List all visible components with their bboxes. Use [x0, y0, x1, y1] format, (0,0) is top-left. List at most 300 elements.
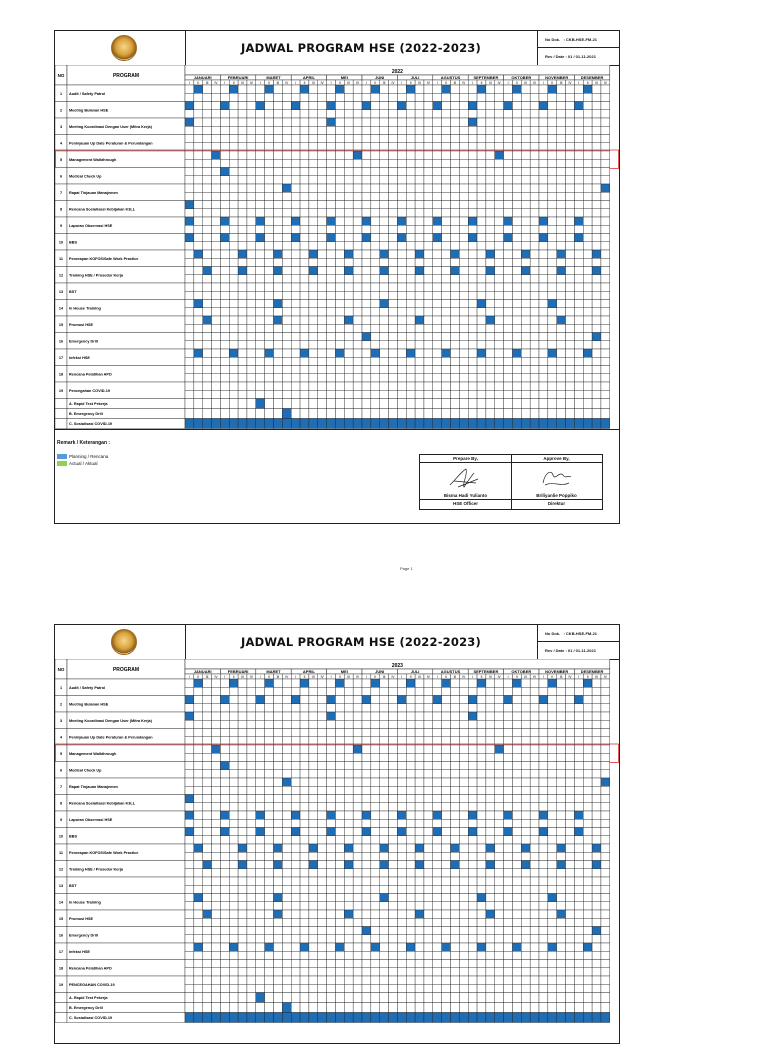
- week-header: III: [524, 675, 528, 679]
- empty-cell: [362, 135, 371, 143]
- actual-cell: [282, 390, 291, 398]
- empty-cell: [495, 729, 504, 737]
- actual-cell: [477, 704, 486, 712]
- empty-cell: [539, 861, 548, 869]
- actual-cell: [229, 374, 238, 382]
- program-name: A. Rapid Test Pekerja: [69, 996, 108, 1000]
- empty-cell: [344, 300, 353, 308]
- actual-cell: [353, 836, 362, 844]
- empty-cell: [291, 283, 300, 291]
- empty-cell: [592, 85, 601, 93]
- empty-cell: [459, 409, 468, 419]
- actual-cell: [583, 984, 592, 992]
- actual-cell: [353, 126, 362, 134]
- empty-cell: [291, 267, 300, 275]
- empty-cell: [601, 409, 610, 419]
- empty-cell: [459, 910, 468, 918]
- empty-cell: [504, 184, 513, 192]
- empty-cell: [194, 217, 203, 225]
- empty-cell: [229, 1003, 238, 1013]
- empty-cell: [380, 333, 389, 341]
- empty-cell: [521, 894, 530, 902]
- actual-cell: [486, 968, 495, 976]
- empty-cell: [238, 910, 247, 918]
- empty-cell: [548, 316, 557, 324]
- empty-cell: [468, 168, 477, 176]
- planned-cell: [256, 399, 265, 409]
- empty-cell: [229, 927, 238, 935]
- actual-cell: [212, 836, 221, 844]
- empty-cell: [433, 283, 442, 291]
- actual-cell: [433, 374, 442, 382]
- planned-cell: [194, 419, 203, 429]
- empty-cell: [274, 927, 283, 935]
- actual-cell: [212, 786, 221, 794]
- empty-cell: [574, 333, 583, 341]
- actual-cell: [265, 968, 274, 976]
- empty-cell: [477, 877, 486, 885]
- program-no: 1: [59, 91, 63, 96]
- empty-cell: [220, 201, 229, 209]
- actual-cell: [265, 803, 274, 811]
- actual-cell: [335, 786, 344, 794]
- actual-cell: [566, 836, 575, 844]
- actual-cell: [548, 357, 557, 365]
- actual-cell: [512, 786, 521, 794]
- actual-cell: [601, 885, 610, 893]
- actual-cell: [194, 324, 203, 332]
- empty-cell: [185, 135, 194, 143]
- actual-cell: [504, 869, 513, 877]
- empty-cell: [265, 316, 274, 324]
- actual-cell: [309, 324, 318, 332]
- actual-cell: [504, 192, 513, 200]
- empty-cell: [185, 679, 194, 687]
- month-header-november: NOVEMBER: [545, 669, 569, 674]
- week-header: IV: [285, 675, 289, 679]
- actual-cell: [442, 902, 451, 910]
- empty-cell: [256, 729, 265, 737]
- actual-cell: [371, 291, 380, 299]
- empty-cell: [380, 102, 389, 110]
- actual-cell: [212, 951, 221, 959]
- empty-cell: [194, 828, 203, 836]
- empty-cell: [238, 366, 247, 374]
- actual-cell: [353, 291, 362, 299]
- actual-cell: [247, 786, 256, 794]
- actual-cell: [424, 935, 433, 943]
- empty-cell: [459, 861, 468, 869]
- prepared-by-role: HSE Officer: [420, 499, 511, 507]
- empty-cell: [362, 399, 371, 409]
- planned-cell: [380, 267, 389, 275]
- actual-cell: [380, 786, 389, 794]
- empty-cell: [309, 217, 318, 225]
- actual-cell: [327, 357, 336, 365]
- empty-cell: [291, 118, 300, 126]
- actual-cell: [406, 869, 415, 877]
- empty-cell: [282, 399, 291, 409]
- actual-cell: [344, 770, 353, 778]
- actual-cell: [548, 258, 557, 266]
- empty-cell: [451, 151, 460, 159]
- planned-cell: [512, 943, 521, 951]
- empty-cell: [362, 201, 371, 209]
- empty-cell: [256, 976, 265, 984]
- empty-cell: [539, 250, 548, 258]
- empty-cell: [512, 729, 521, 737]
- empty-cell: [592, 168, 601, 176]
- actual-cell: [459, 687, 468, 695]
- empty-cell: [238, 151, 247, 159]
- actual-cell: [185, 720, 194, 728]
- actual-cell: [486, 984, 495, 992]
- empty-cell: [566, 712, 575, 720]
- actual-cell: [504, 93, 513, 101]
- actual-cell: [300, 951, 309, 959]
- actual-cell: [203, 110, 212, 118]
- planned-cell: [274, 419, 283, 429]
- empty-cell: [291, 409, 300, 419]
- empty-cell: [433, 201, 442, 209]
- actual-cell: [468, 786, 477, 794]
- empty-cell: [548, 877, 557, 885]
- actual-cell: [583, 176, 592, 184]
- empty-cell: [300, 910, 309, 918]
- actual-cell: [389, 176, 398, 184]
- empty-cell: [574, 795, 583, 803]
- empty-cell: [212, 250, 221, 258]
- actual-cell: [592, 687, 601, 695]
- actual-cell: [433, 687, 442, 695]
- empty-cell: [371, 729, 380, 737]
- actual-cell: [327, 308, 336, 316]
- actual-cell: [442, 275, 451, 283]
- planned-cell: [442, 85, 451, 93]
- empty-cell: [212, 399, 221, 409]
- actual-cell: [442, 209, 451, 217]
- empty-cell: [433, 1003, 442, 1013]
- empty-cell: [309, 762, 318, 770]
- planned-cell: [353, 151, 362, 159]
- planned-cell: [574, 419, 583, 429]
- empty-cell: [477, 976, 486, 984]
- empty-cell: [282, 333, 291, 341]
- actual-cell: [309, 291, 318, 299]
- empty-cell: [371, 1003, 380, 1013]
- empty-cell: [521, 409, 530, 419]
- planned-cell: [504, 1013, 513, 1023]
- empty-cell: [212, 811, 221, 819]
- actual-cell: [318, 291, 327, 299]
- actual-cell: [256, 275, 265, 283]
- planned-cell: [380, 250, 389, 258]
- actual-cell: [344, 308, 353, 316]
- week-header: II: [303, 675, 306, 679]
- actual-cell: [380, 836, 389, 844]
- empty-cell: [353, 333, 362, 341]
- empty-cell: [468, 399, 477, 409]
- actual-cell: [220, 176, 229, 184]
- empty-cell: [353, 300, 362, 308]
- actual-cell: [486, 93, 495, 101]
- planned-cell: [335, 943, 344, 951]
- actual-cell: [548, 951, 557, 959]
- actual-cell: [459, 357, 468, 365]
- program-no: 5: [59, 751, 63, 756]
- empty-cell: [530, 184, 539, 192]
- empty-cell: [574, 349, 583, 357]
- actual-cell: [185, 704, 194, 712]
- empty-cell: [318, 201, 327, 209]
- empty-cell: [442, 861, 451, 869]
- empty-cell: [256, 927, 265, 935]
- actual-cell: [380, 902, 389, 910]
- actual-cell: [194, 176, 203, 184]
- actual-cell: [389, 902, 398, 910]
- empty-cell: [548, 250, 557, 258]
- actual-cell: [592, 209, 601, 217]
- empty-cell: [459, 85, 468, 93]
- actual-cell: [601, 192, 610, 200]
- empty-cell: [229, 712, 238, 720]
- empty-cell: [495, 910, 504, 918]
- actual-cell: [380, 704, 389, 712]
- actual-cell: [495, 209, 504, 217]
- empty-cell: [203, 382, 212, 390]
- empty-cell: [220, 333, 229, 341]
- actual-cell: [265, 126, 274, 134]
- actual-cell: [486, 357, 495, 365]
- empty-cell: [512, 1003, 521, 1013]
- empty-cell: [583, 333, 592, 341]
- empty-cell: [486, 349, 495, 357]
- empty-cell: [477, 762, 486, 770]
- actual-cell: [194, 291, 203, 299]
- actual-cell: [300, 308, 309, 316]
- month-header-desember: DESEMBER: [580, 75, 604, 80]
- actual-cell: [504, 935, 513, 943]
- empty-cell: [335, 844, 344, 852]
- empty-cell: [327, 1003, 336, 1013]
- empty-cell: [512, 217, 521, 225]
- empty-cell: [203, 778, 212, 786]
- actual-cell: [433, 192, 442, 200]
- empty-cell: [530, 844, 539, 852]
- program-no: 14: [58, 306, 64, 311]
- actual-cell: [530, 951, 539, 959]
- empty-cell: [397, 118, 406, 126]
- empty-cell: [566, 267, 575, 275]
- empty-cell: [512, 811, 521, 819]
- actual-cell: [238, 687, 247, 695]
- empty-cell: [185, 184, 194, 192]
- week-header: III: [276, 675, 280, 679]
- actual-cell: [362, 176, 371, 184]
- actual-cell: [433, 258, 442, 266]
- empty-cell: [389, 316, 398, 324]
- empty-cell: [512, 861, 521, 869]
- empty-cell: [247, 729, 256, 737]
- actual-cell: [212, 902, 221, 910]
- actual-cell: [504, 918, 513, 926]
- actual-cell: [592, 192, 601, 200]
- actual-cell: [574, 786, 583, 794]
- actual-cell: [512, 341, 521, 349]
- actual-cell: [557, 192, 566, 200]
- empty-cell: [185, 366, 194, 374]
- empty-cell: [415, 118, 424, 126]
- empty-cell: [282, 151, 291, 159]
- actual-cell: [451, 126, 460, 134]
- actual-cell: [468, 225, 477, 233]
- planned-cell: [468, 811, 477, 819]
- empty-cell: [442, 712, 451, 720]
- actual-cell: [327, 275, 336, 283]
- empty-cell: [274, 135, 283, 143]
- empty-cell: [229, 168, 238, 176]
- planned-cell: [203, 1013, 212, 1023]
- actual-cell: [451, 242, 460, 250]
- actual-cell: [220, 852, 229, 860]
- actual-cell: [229, 984, 238, 992]
- empty-cell: [256, 679, 265, 687]
- empty-cell: [415, 795, 424, 803]
- empty-cell: [583, 217, 592, 225]
- actual-cell: [451, 374, 460, 382]
- actual-cell: [504, 720, 513, 728]
- actual-cell: [601, 209, 610, 217]
- month-header-juli: JULI: [410, 669, 420, 674]
- legend-planning-label: Planning / Rencana: [69, 454, 109, 459]
- actual-cell: [238, 308, 247, 316]
- empty-cell: [539, 762, 548, 770]
- empty-cell: [327, 316, 336, 324]
- program-name: In House Training: [69, 900, 101, 905]
- actual-cell: [185, 687, 194, 695]
- actual-cell: [274, 819, 283, 827]
- planned-cell: [495, 1013, 504, 1023]
- actual-cell: [265, 885, 274, 893]
- actual-cell: [566, 341, 575, 349]
- actual-cell: [592, 852, 601, 860]
- actual-cell: [291, 126, 300, 134]
- planned-cell: [194, 85, 203, 93]
- empty-cell: [194, 234, 203, 242]
- empty-cell: [451, 135, 460, 143]
- empty-cell: [548, 762, 557, 770]
- empty-cell: [256, 366, 265, 374]
- empty-cell: [459, 795, 468, 803]
- empty-cell: [539, 85, 548, 93]
- actual-cell: [256, 291, 265, 299]
- planned-cell: [327, 118, 336, 126]
- empty-cell: [406, 778, 415, 786]
- empty-cell: [389, 102, 398, 110]
- empty-cell: [318, 729, 327, 737]
- actual-cell: [327, 93, 336, 101]
- week-header: IV: [497, 81, 501, 85]
- actual-cell: [229, 753, 238, 761]
- empty-cell: [486, 960, 495, 968]
- actual-cell: [327, 687, 336, 695]
- empty-cell: [229, 696, 238, 704]
- week-header: IV: [426, 675, 430, 679]
- schedule-sheet-2022: [54, 30, 620, 524]
- actual-cell: [566, 258, 575, 266]
- actual-cell: [309, 869, 318, 877]
- actual-cell: [574, 704, 583, 712]
- empty-cell: [265, 333, 274, 341]
- actual-cell: [265, 918, 274, 926]
- empty-cell: [265, 993, 274, 1003]
- planned-cell: [238, 250, 247, 258]
- empty-cell: [185, 861, 194, 869]
- empty-cell: [229, 778, 238, 786]
- actual-cell: [566, 704, 575, 712]
- planned-cell: [327, 712, 336, 720]
- empty-cell: [451, 696, 460, 704]
- actual-cell: [424, 324, 433, 332]
- actual-cell: [424, 852, 433, 860]
- empty-cell: [504, 745, 513, 753]
- empty-cell: [265, 267, 274, 275]
- actual-cell: [335, 242, 344, 250]
- empty-cell: [380, 745, 389, 753]
- empty-cell: [477, 201, 486, 209]
- actual-cell: [495, 390, 504, 398]
- planned-cell: [512, 85, 521, 93]
- empty-cell: [477, 267, 486, 275]
- empty-cell: [380, 828, 389, 836]
- program-name: C. Sosialisasi COVID-19: [69, 1016, 113, 1020]
- planned-cell: [592, 267, 601, 275]
- actual-cell: [389, 242, 398, 250]
- empty-cell: [451, 762, 460, 770]
- actual-cell: [592, 258, 601, 266]
- actual-cell: [203, 819, 212, 827]
- empty-cell: [424, 828, 433, 836]
- empty-cell: [300, 234, 309, 242]
- empty-cell: [353, 894, 362, 902]
- empty-cell: [327, 399, 336, 409]
- planned-cell: [406, 419, 415, 429]
- week-header: I: [578, 675, 580, 679]
- actual-cell: [291, 803, 300, 811]
- actual-cell: [371, 902, 380, 910]
- empty-cell: [247, 993, 256, 1003]
- planned-cell: [327, 696, 336, 704]
- empty-cell: [256, 382, 265, 390]
- empty-cell: [291, 712, 300, 720]
- empty-cell: [353, 283, 362, 291]
- week-header: II: [515, 675, 518, 679]
- empty-cell: [238, 349, 247, 357]
- actual-cell: [512, 324, 521, 332]
- empty-cell: [504, 729, 513, 737]
- actual-cell: [185, 786, 194, 794]
- empty-cell: [566, 399, 575, 409]
- actual-cell: [459, 308, 468, 316]
- actual-cell: [433, 951, 442, 959]
- actual-cell: [203, 918, 212, 926]
- actual-cell: [203, 836, 212, 844]
- actual-cell: [468, 357, 477, 365]
- actual-cell: [583, 242, 592, 250]
- actual-cell: [583, 225, 592, 233]
- actual-cell: [353, 770, 362, 778]
- empty-cell: [415, 811, 424, 819]
